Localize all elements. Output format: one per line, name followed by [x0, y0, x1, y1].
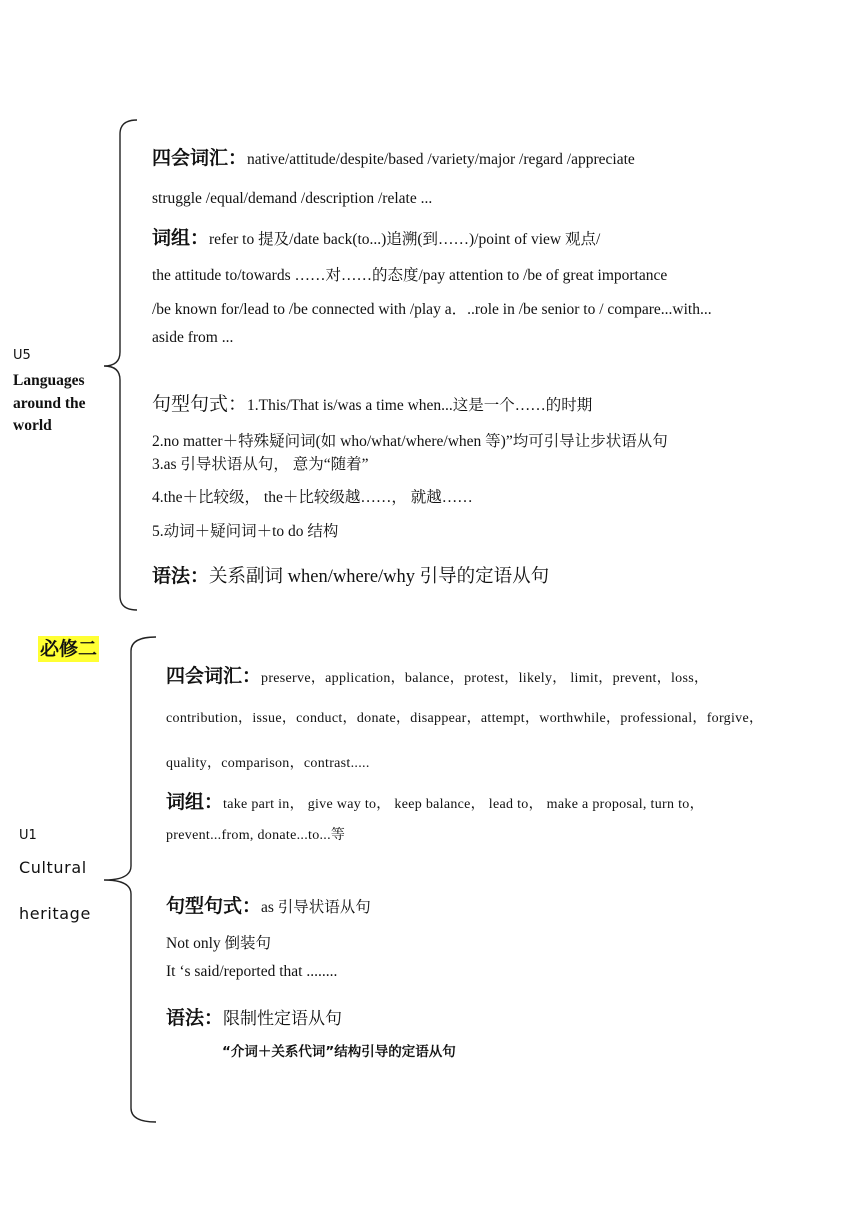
phrase-text: prevent...from, donate...to...等 [166, 828, 346, 843]
phrase-line [152, 223, 600, 250]
grammar-subtext: “介词＋关系代词”结构引导的定语从句 [222, 1044, 456, 1060]
sentence-label: 句型句式： [166, 895, 262, 917]
sentence-text: 1.This/That is/was a time when...这是一个……的时期 [247, 397, 593, 414]
sentence-line [152, 389, 592, 416]
vocab-text: preserve，application，balance，protest，likely， limit，prevent，loss， [261, 671, 709, 686]
phrase-text: /be known for/lead to /be connected with /play a．..role in /be senior to / compare...with... [152, 301, 712, 318]
unit-title-line: Languages [13, 372, 85, 389]
sentence-label: 句型句式： [152, 393, 248, 415]
grammar-line [152, 561, 549, 588]
unit-title-line: heritage [19, 904, 91, 923]
unit-title-line: around the [13, 394, 86, 412]
vocab-text: contribution，issue，conduct，donate，disappear，attempt，worthwhile，professional，forgive， [166, 711, 764, 726]
brace-section-2 [104, 637, 156, 1122]
grammar-text: 限制性定语从句 [223, 1009, 343, 1029]
unit-title [13, 370, 86, 438]
vocab-line [152, 143, 635, 170]
grammar-line [166, 1003, 342, 1030]
phrase-label: 词组： [166, 791, 224, 813]
grammar-text: 关系副词 when/where/why 引导的定语从句 [209, 567, 550, 587]
sentence-line [166, 891, 371, 918]
sentence-text: 5.动词＋疑问词＋to do 结构 [152, 523, 339, 540]
book-label [38, 634, 99, 661]
phrase-text: refer to 提及/date back(to...)追溯(到……)/point of view 观点/ [209, 231, 601, 248]
phrase-text: the attitude to/towards ……对……的态度/pay attention to /be of great importance [152, 267, 668, 284]
brace-section-1 [104, 120, 137, 610]
unit-title-line: world [13, 417, 52, 434]
phrase-text: aside from ... [152, 329, 234, 346]
book-label-highlight: 必修二 [40, 638, 98, 660]
sentence-text: Not only 倒装句 [166, 935, 272, 952]
sentence-text: 4.the＋比较级， the＋比较级越……， 就越…… [152, 489, 473, 506]
unit-code: U1 [19, 828, 37, 843]
unit-title-line: Cultural [19, 858, 87, 877]
vocab-text: struggle /equal/demand /description /relate ... [152, 190, 433, 207]
sentence-text: It ‘s said/reported that ........ [166, 963, 338, 980]
sentence-text: as 引导状语从句 [261, 899, 371, 916]
vocab-label: 四会词汇： [152, 147, 248, 169]
sentence-text: 3.as 引导状语从句， 意为“随着” [152, 456, 369, 473]
sentence-text: 2.no matter＋特殊疑问词(如 who/what/where/when 等)”均可引导让步状语从句 [152, 433, 668, 450]
vocab-line [166, 661, 708, 688]
vocab-text: native/attitude/despite/based /variety/major /regard /appreciate [247, 151, 635, 168]
unit-code: U5 [13, 348, 31, 363]
grammar-label: 语法： [152, 565, 210, 587]
grammar-label: 语法： [166, 1007, 224, 1029]
phrase-text: take part in， give way to， keep balance， lead to， make a proposal, turn to， [223, 797, 704, 812]
phrase-line [166, 787, 704, 814]
vocab-text: quality，comparison，contrast..... [166, 756, 370, 771]
vocab-label: 四会词汇： [166, 665, 262, 687]
phrase-label: 词组： [152, 227, 210, 249]
